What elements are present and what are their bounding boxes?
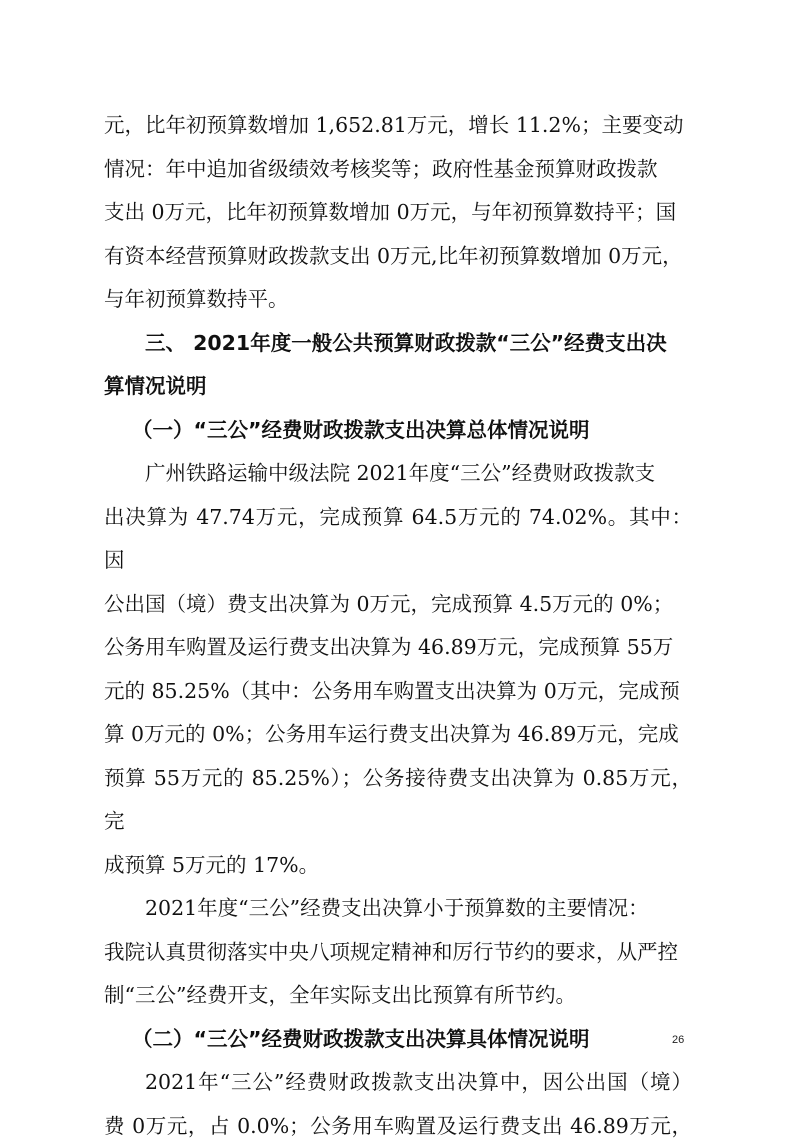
- heading-line: 三、 2021年度一般公共预算财政拨款“三公”经费支出决: [145, 330, 667, 355]
- paragraph-overall-summary: [104, 452, 692, 887]
- text-line: 2021年度“三公”经费支出决算小于预算数的主要情况：: [145, 896, 649, 920]
- text-line: 公务用车购置及运行费支出决算为 46.89万元，完成预算 55万: [104, 635, 674, 659]
- text-line: 元，比年初预算数增加 1,652.81万元，增长 11.2%；主要变动: [104, 113, 684, 137]
- subheading-two: [104, 1018, 692, 1062]
- text-line: 算 0万元的 0%；公务用车运行费支出决算为 46.89万元，完成: [104, 722, 679, 746]
- heading-line: （二）“三公”经费财政拨款支出决算具体情况说明: [132, 1026, 590, 1051]
- text-line: 预算 55万元的 85.25%）；公务接待费支出决算为 0.85万元，完: [104, 765, 692, 833]
- heading-line: 算情况说明: [104, 374, 207, 398]
- document-body: [104, 104, 692, 1148]
- text-line: 公出国（境）费支出决算为 0万元，完成预算 4.5万元的 0%；: [104, 591, 674, 616]
- page-number: 26: [672, 1034, 685, 1046]
- text-line: 费 0万元，占 0.0%；公务用车购置及运行费支出 46.89万元，: [104, 1113, 692, 1138]
- text-line: 广州铁路运输中级法院 2021年度“三公”经费财政拨款支: [145, 461, 656, 485]
- text-line: 支出 0万元，比年初预算数增加 0万元，与年初预算数持平；国: [104, 200, 677, 224]
- text-line: 成预算 5万元的 17%。: [104, 852, 320, 877]
- text-line: 有资本经营预算财政拨款支出 0万元,比年初预算数增加 0万元，: [104, 243, 683, 268]
- paragraph-savings-reason: [104, 887, 692, 1018]
- text-line: 我院认真贯彻落实中央八项规定精神和厉行节约的要求，从严控: [104, 939, 678, 964]
- paragraph-budget-changes: [104, 104, 692, 322]
- text-line: 与年初预算数持平。: [104, 287, 289, 311]
- heading-line: （一）“三公”经费财政拨款支出决算总体情况说明: [132, 417, 590, 442]
- section-heading-three: [104, 322, 692, 409]
- text-line: 元的 85.25%（其中：公务用车购置支出决算为 0万元，完成预: [104, 678, 680, 703]
- text-line: 2021年“三公”经费财政拨款支出决算中，因公出国（境）: [145, 1070, 692, 1094]
- subheading-one: [104, 409, 692, 453]
- text-line: 情况：年中追加省级绩效考核奖等；政府性基金预算财政拨款: [104, 156, 658, 181]
- text-line: 制“三公”经费开支，全年实际支出比预算有所节约。: [104, 983, 576, 1007]
- text-line: 出决算为 47.74万元，完成预算 64.5万元的 74.02%。其中：因: [104, 504, 692, 572]
- paragraph-specific-details: [104, 1061, 692, 1148]
